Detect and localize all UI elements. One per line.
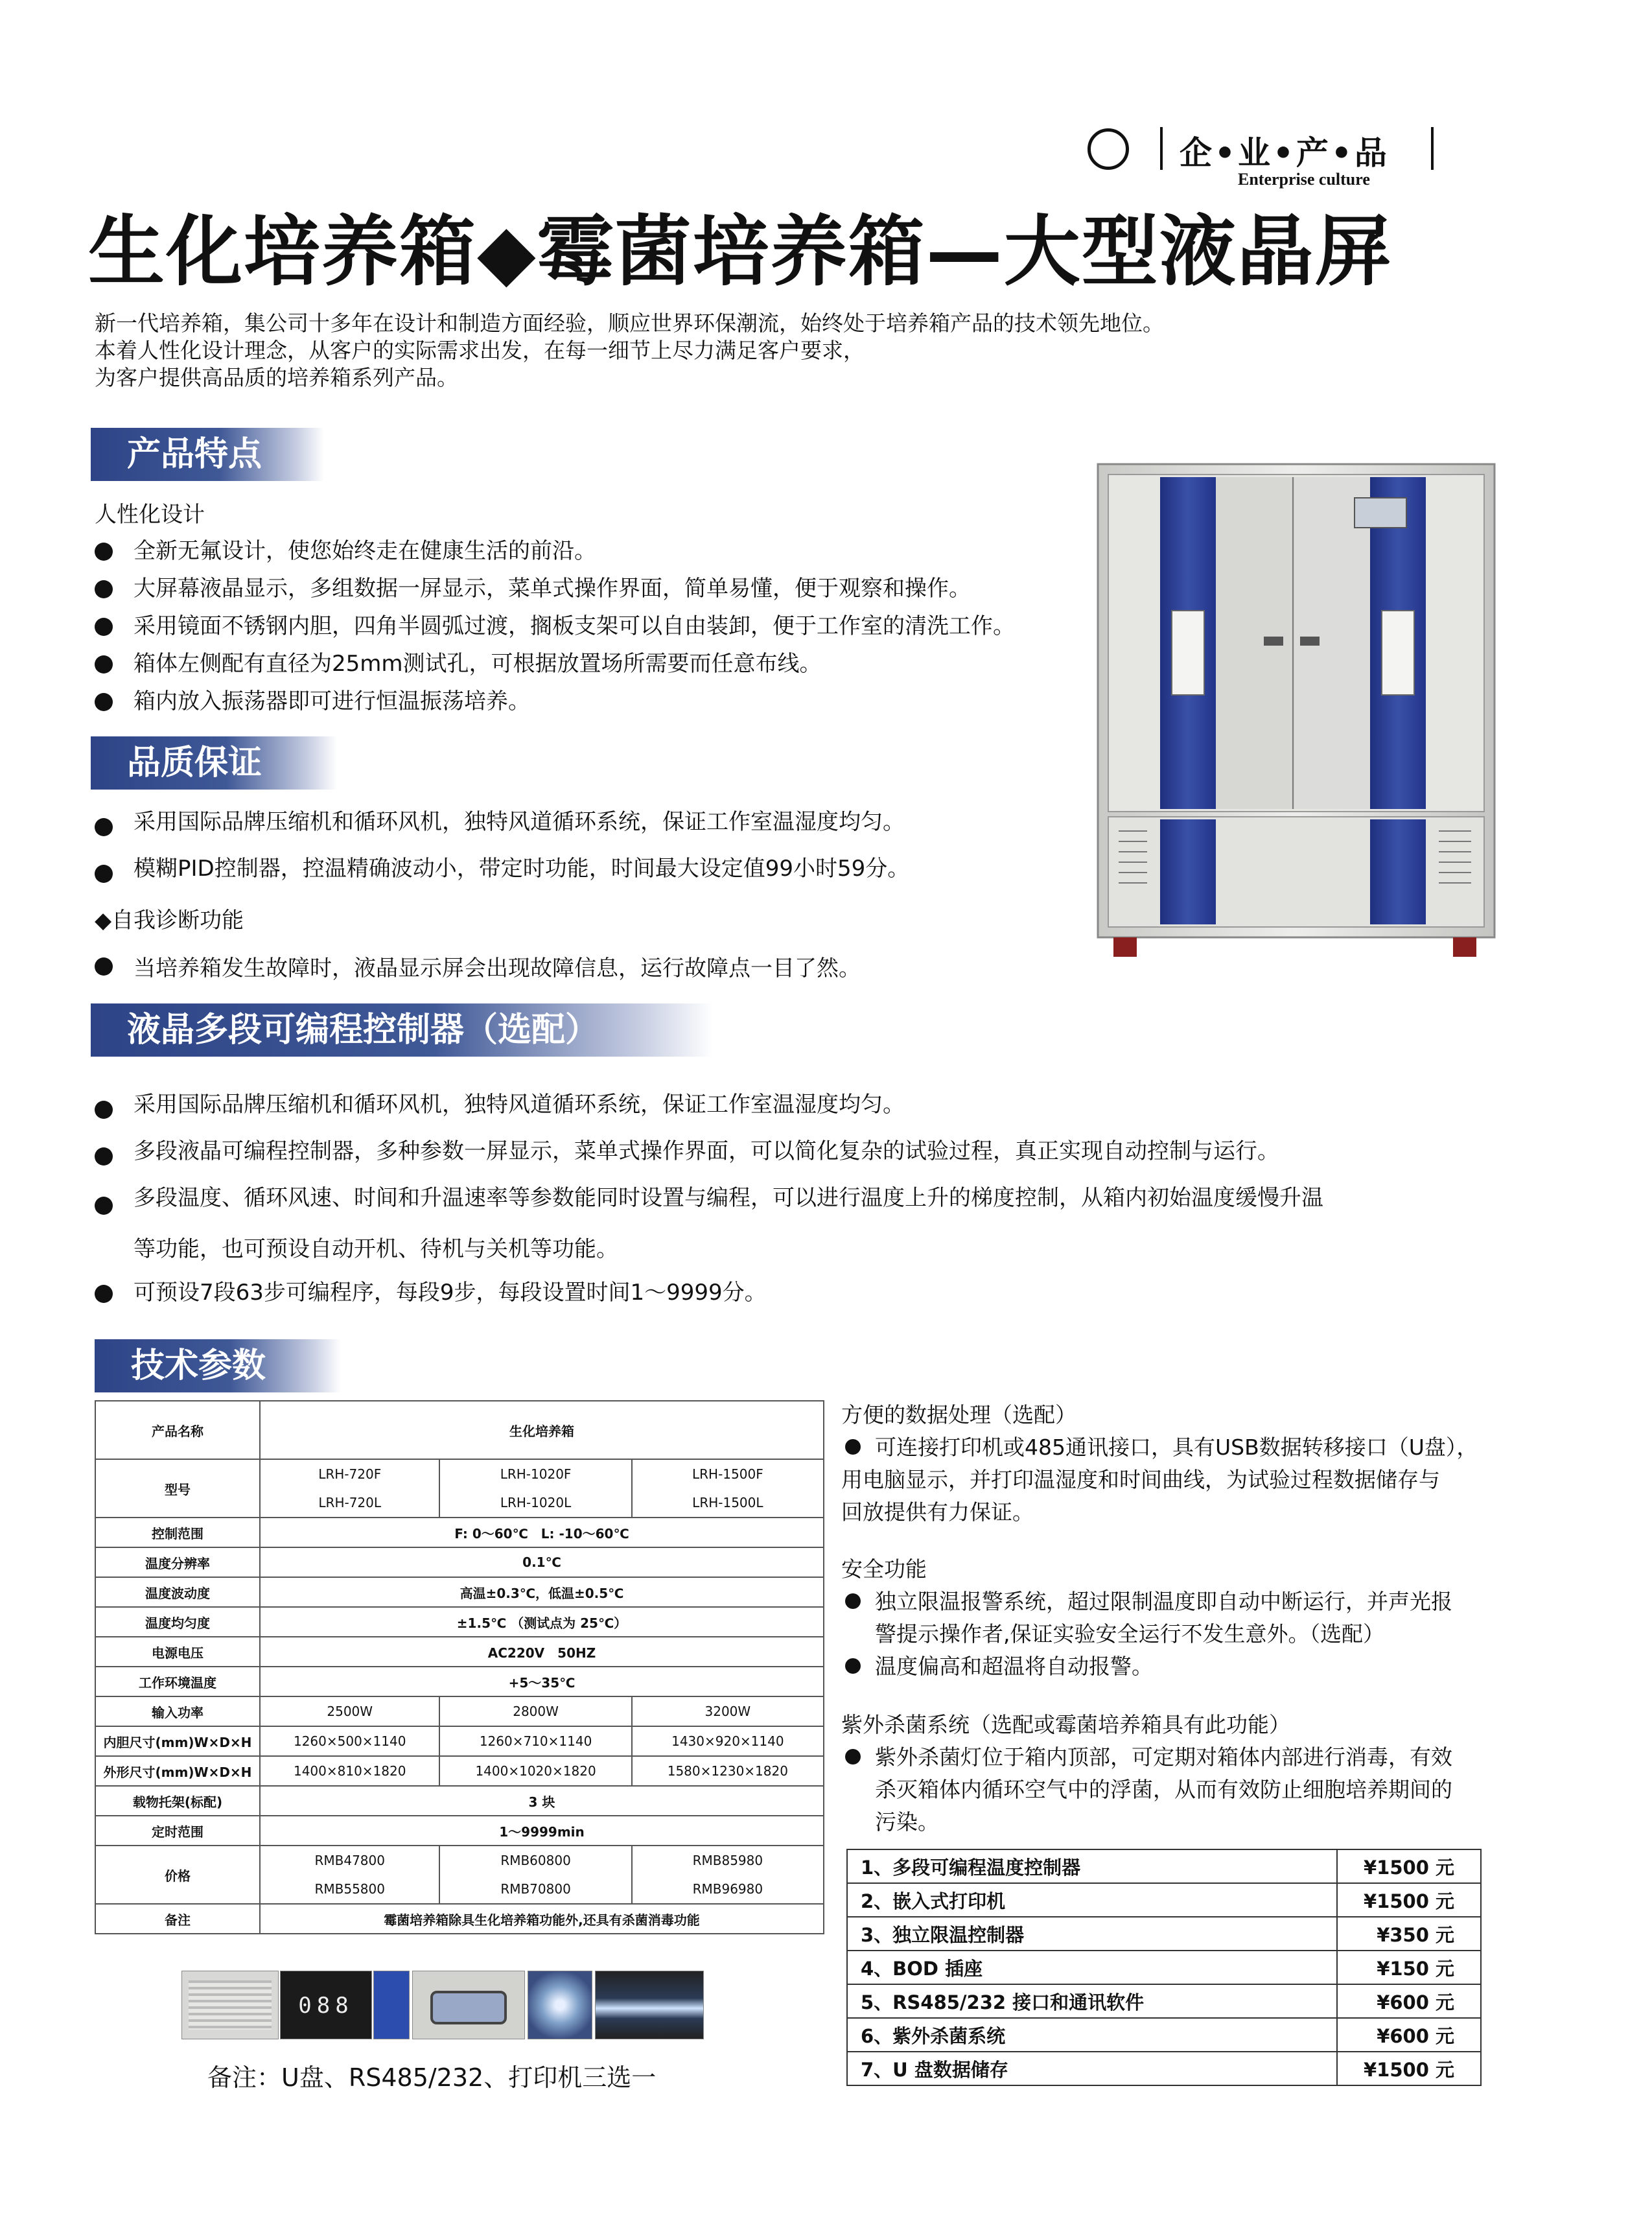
table-cell: 5、RS485/232 接口和通讯软件 xyxy=(847,1984,1337,2018)
printer-image xyxy=(181,1971,279,2039)
table-cell: ¥1500 元 xyxy=(1337,2052,1481,2085)
bullet-icon xyxy=(95,693,113,711)
table-cell: 7、U 盘数据储存 xyxy=(847,2052,1337,2085)
text-line: 用电脑显示，并打印温湿度和时间曲线，为试验过程数据储存与 xyxy=(841,1467,1440,1492)
table-cell: RMB85980 RMB96980 xyxy=(632,1846,824,1904)
table-cell: 霉菌培养箱除具生化培养箱功能外,还具有杀菌消毒功能 xyxy=(260,1904,824,1934)
badge-subtitle: Enterprise culture xyxy=(1238,170,1370,189)
lcd-screen xyxy=(1355,498,1406,528)
table-row xyxy=(95,1607,824,1637)
window-icon xyxy=(1382,611,1414,695)
table-cell: ¥600 元 xyxy=(1337,1984,1481,2018)
usb-drive-icon xyxy=(373,1971,410,2039)
table-cell: 1～9999min xyxy=(260,1816,824,1846)
safety-block xyxy=(841,1553,1452,1683)
table-row xyxy=(95,1518,824,1547)
table-cell: 载物托架(标配) xyxy=(95,1786,260,1816)
bullet-icon xyxy=(845,1593,861,1609)
list-item: 模糊PID控制器，控温精确波动小，带定时功能，时间最大设定值99小时59分。 xyxy=(95,850,909,897)
table-cell: 温度波动度 xyxy=(95,1577,260,1607)
list-item: 可预设7段63步可编程序，每段9步，每段设置时间1～9999分。 xyxy=(95,1274,1323,1313)
list-item: 箱内放入振荡器即可进行恒温振荡培养。 xyxy=(95,683,1015,721)
bullet-icon xyxy=(95,655,113,674)
table-cell: 1、多段可编程温度控制器 xyxy=(847,1849,1337,1883)
table-cell: 3 块 xyxy=(260,1786,824,1816)
table-cell: 温度均匀度 xyxy=(95,1607,260,1637)
text-line: 回放提供有力保证。 xyxy=(841,1499,1034,1525)
list-item: 大屏幕液晶显示，多组数据一屏显示，菜单式操作界面，简单易懂，便于观察和操作。 xyxy=(95,570,1015,608)
table-row xyxy=(95,1756,824,1786)
table-cell: 1260×710×1140 xyxy=(439,1726,631,1756)
list-item: 采用国际品牌压缩机和循环风机，独特风道循环系统，保证工作室温湿度均匀。 xyxy=(95,804,909,850)
incubator-image xyxy=(1095,462,1497,967)
base-panel-blue xyxy=(1370,819,1426,924)
text-line: 污染。 xyxy=(875,1809,939,1835)
list-item: 多段液晶可编程控制器，多种参数一屏显示，菜单式操作界面，可以简化复杂的试验过程，真正实现自动控制与运行。 xyxy=(95,1133,1323,1180)
table-cell: 高温±0.3℃，低温±0.5℃ xyxy=(260,1577,824,1607)
section-heading-specs: 技术参数 xyxy=(95,1339,341,1392)
table-cell: 1400×810×1820 xyxy=(260,1756,439,1786)
table-cell: ¥1500 元 xyxy=(1337,1849,1481,1883)
intro-line: 为客户提供高品质的培养箱系列产品。 xyxy=(95,365,458,390)
table-cell: 外形尺寸(mm)W×D×H xyxy=(95,1756,260,1786)
table-cell: 价格 xyxy=(95,1846,260,1904)
table-row xyxy=(95,1904,824,1934)
table-cell: 6、紫外杀菌系统 xyxy=(847,2018,1337,2052)
bullet-icon xyxy=(95,957,113,976)
table-cell: 4、BOD 插座 xyxy=(847,1951,1337,1984)
table-row xyxy=(847,2018,1481,2052)
table-cell: 2800W xyxy=(439,1696,631,1726)
list-item: 全新无氟设计，使您始终走在健康生活的前沿。 xyxy=(95,533,1015,570)
door-handle-icon xyxy=(1300,637,1320,646)
table-cell: ¥350 元 xyxy=(1337,1917,1481,1951)
divider xyxy=(1160,127,1163,170)
table-row xyxy=(95,1401,824,1459)
table-cell: 2500W xyxy=(260,1696,439,1726)
table-row xyxy=(847,1984,1481,2018)
bullet-icon xyxy=(95,1101,113,1119)
table-row xyxy=(95,1696,824,1726)
diagnosis-heading: ◆自我诊断功能 xyxy=(95,908,244,933)
table-cell: 定时范围 xyxy=(95,1816,260,1846)
wheel-icon xyxy=(1453,937,1476,957)
door-handle-icon xyxy=(1264,637,1283,646)
table-cell: RMB47800 RMB55800 xyxy=(260,1846,439,1904)
table-cell: F: 0～60℃ L: -10～60℃ xyxy=(260,1518,824,1547)
list-item: 当培养箱发生故障时，液晶显示屏会出现故障信息，运行故障点一目了然。 xyxy=(95,950,861,983)
section-heading-controller: 液晶多段可编程控制器（选配） xyxy=(91,1003,713,1057)
bullet-icon xyxy=(845,1439,861,1455)
table-row xyxy=(95,1547,824,1577)
divider xyxy=(1431,127,1434,170)
window-icon xyxy=(1172,611,1204,695)
bullet-icon xyxy=(95,618,113,636)
table-cell: 1400×1020×1820 xyxy=(439,1756,631,1786)
bullet-icon xyxy=(95,1197,113,1215)
intro-line: 新一代培养箱，集公司十多年在设计和制造方面经验，顺应世界环保潮流，始终处于培养箱产品的技术领先地位。 xyxy=(95,311,1164,336)
safety-heading: 安全功能 xyxy=(841,1556,927,1582)
table-cell: 3、独立限温控制器 xyxy=(847,1917,1337,1951)
table-cell: ¥150 元 xyxy=(1337,1951,1481,1984)
table-row xyxy=(95,1459,824,1518)
features-subheading: 人性化设计 xyxy=(95,502,205,528)
table-cell: ¥600 元 xyxy=(1337,2018,1481,2052)
text-line: 杀灭箱体内循环空气中的浮菌，从而有效防止细胞培养期间的 xyxy=(875,1777,1452,1802)
table-row xyxy=(95,1637,824,1667)
uv-lamp-image xyxy=(595,1971,704,2039)
data-processing-heading: 方便的数据处理（选配） xyxy=(841,1402,1076,1427)
table-cell: 控制范围 xyxy=(95,1518,260,1547)
caption: 备注：U盘、RS485/232、打印机三选一 xyxy=(207,2063,657,2092)
bullet-icon xyxy=(845,1749,861,1765)
logo-circle-icon xyxy=(1088,128,1129,170)
table-cell: 输入功率 xyxy=(95,1696,260,1726)
bullet-icon xyxy=(95,818,113,836)
intro xyxy=(95,310,1164,392)
table-row xyxy=(847,1917,1481,1951)
table-cell: 型号 xyxy=(95,1459,260,1518)
text-line: 警提示操作者,保证实验安全运行不发生意外。（选配） xyxy=(875,1621,1384,1647)
table-cell: 1430×920×1140 xyxy=(632,1726,824,1756)
table-row xyxy=(95,1786,824,1816)
bullet-icon xyxy=(95,1147,113,1166)
options-table xyxy=(846,1849,1482,2086)
counter-display: 088 xyxy=(280,1971,372,2039)
table-row xyxy=(847,1849,1481,1883)
section-heading-features: 产品特点 xyxy=(91,428,324,481)
diagnosis-list xyxy=(95,950,861,983)
list-item: 采用镜面不锈钢内胆，四角半圆弧过渡，搁板支架可以自由装卸，便于工作室的清洗工作。 xyxy=(95,608,1015,646)
table-cell: AC220V 50HZ xyxy=(260,1637,824,1667)
spec-table xyxy=(95,1400,824,1934)
table-row xyxy=(847,1951,1481,1984)
table-row xyxy=(95,1726,824,1756)
controller-list xyxy=(95,1086,1323,1313)
table-row xyxy=(95,1667,824,1696)
page-title: 生化培养箱◆霉菌培养箱—大型液晶屏 xyxy=(88,207,1393,296)
table-cell: RMB60800 RMB70800 xyxy=(439,1846,631,1904)
table-cell: ±1.5℃ （测试点为 25℃） xyxy=(260,1607,824,1637)
table-cell: 备注 xyxy=(95,1904,260,1934)
bullet-icon xyxy=(845,1658,861,1674)
table-row xyxy=(847,2052,1481,2085)
list-item: 紫外杀菌灯位于箱内顶部，可定期对箱体内部进行消毒，有效 xyxy=(841,1741,1452,1774)
table-cell: 3200W xyxy=(632,1696,824,1726)
base-panel-blue xyxy=(1160,819,1216,924)
list-item: 可连接打印机或485通讯接口，具有USB数据转移接口（U盘）， xyxy=(841,1431,1478,1464)
table-row xyxy=(95,1846,824,1904)
quality-list xyxy=(95,804,909,897)
bullet-icon xyxy=(95,1285,113,1303)
wheel-icon xyxy=(1113,937,1137,957)
software-cd-icon xyxy=(528,1971,592,2039)
table-cell: 2、嵌入式打印机 xyxy=(847,1883,1337,1917)
bullet-icon xyxy=(95,543,113,561)
table-cell: LRH-1020F LRH-1020L xyxy=(439,1459,631,1518)
bullet-icon xyxy=(95,865,113,883)
table-cell: 1260×500×1140 xyxy=(260,1726,439,1756)
badge-title: 企•业•产•品 xyxy=(1180,134,1390,172)
list-item: 箱体左侧配有直径为25mm测试孔，可根据放置场所需要而任意布线。 xyxy=(95,646,1015,683)
table-cell: 电源电压 xyxy=(95,1637,260,1667)
serial-port-icon xyxy=(412,1971,525,2039)
list-item: 多段温度、循环风速、时间和升温速率等参数能同时设置与编程，可以进行温度上升的梯度控制，从箱内初始温度缓慢升温 等功能，也可预设自动开机、待机与关机等功能。 xyxy=(95,1180,1323,1274)
uv-block xyxy=(841,1709,1452,1838)
list-item: 独立限温报警系统，超过限制温度即自动中断运行，并声光报 xyxy=(841,1586,1452,1618)
table-cell: LRH-1500F LRH-1500L xyxy=(632,1459,824,1518)
bullet-icon xyxy=(95,580,113,598)
table-cell: ¥1500 元 xyxy=(1337,1883,1481,1917)
section-heading-quality: 品质保证 xyxy=(91,736,337,790)
table-cell: +5～35℃ xyxy=(260,1667,824,1696)
table-cell: 工作环境温度 xyxy=(95,1667,260,1696)
uv-heading: 紫外杀菌系统（选配或霉菌培养箱具有此功能） xyxy=(841,1712,1290,1737)
table-row xyxy=(95,1577,824,1607)
table-cell: 产品名称 xyxy=(95,1401,260,1459)
table-cell: 温度分辨率 xyxy=(95,1547,260,1577)
intro-line: 本着人性化设计理念，从客户的实际需求出发，在每一细节上尽力满足客户要求， xyxy=(95,338,865,363)
list-item: 温度偏高和超温将自动报警。 xyxy=(841,1650,1452,1683)
table-cell: 生化培养箱 xyxy=(260,1401,824,1459)
table-row xyxy=(847,1883,1481,1917)
data-processing-block xyxy=(841,1399,1478,1529)
table-cell: 0.1℃ xyxy=(260,1547,824,1577)
table-row xyxy=(95,1816,824,1846)
list-item: 采用国际品牌压缩机和循环风机，独特风道循环系统，保证工作室温湿度均匀。 xyxy=(95,1086,1323,1133)
table-cell: 内胆尺寸(mm)W×D×H xyxy=(95,1726,260,1756)
table-cell: 1580×1230×1820 xyxy=(632,1756,824,1786)
table-cell: LRH-720F LRH-720L xyxy=(260,1459,439,1518)
features-list xyxy=(95,533,1015,721)
